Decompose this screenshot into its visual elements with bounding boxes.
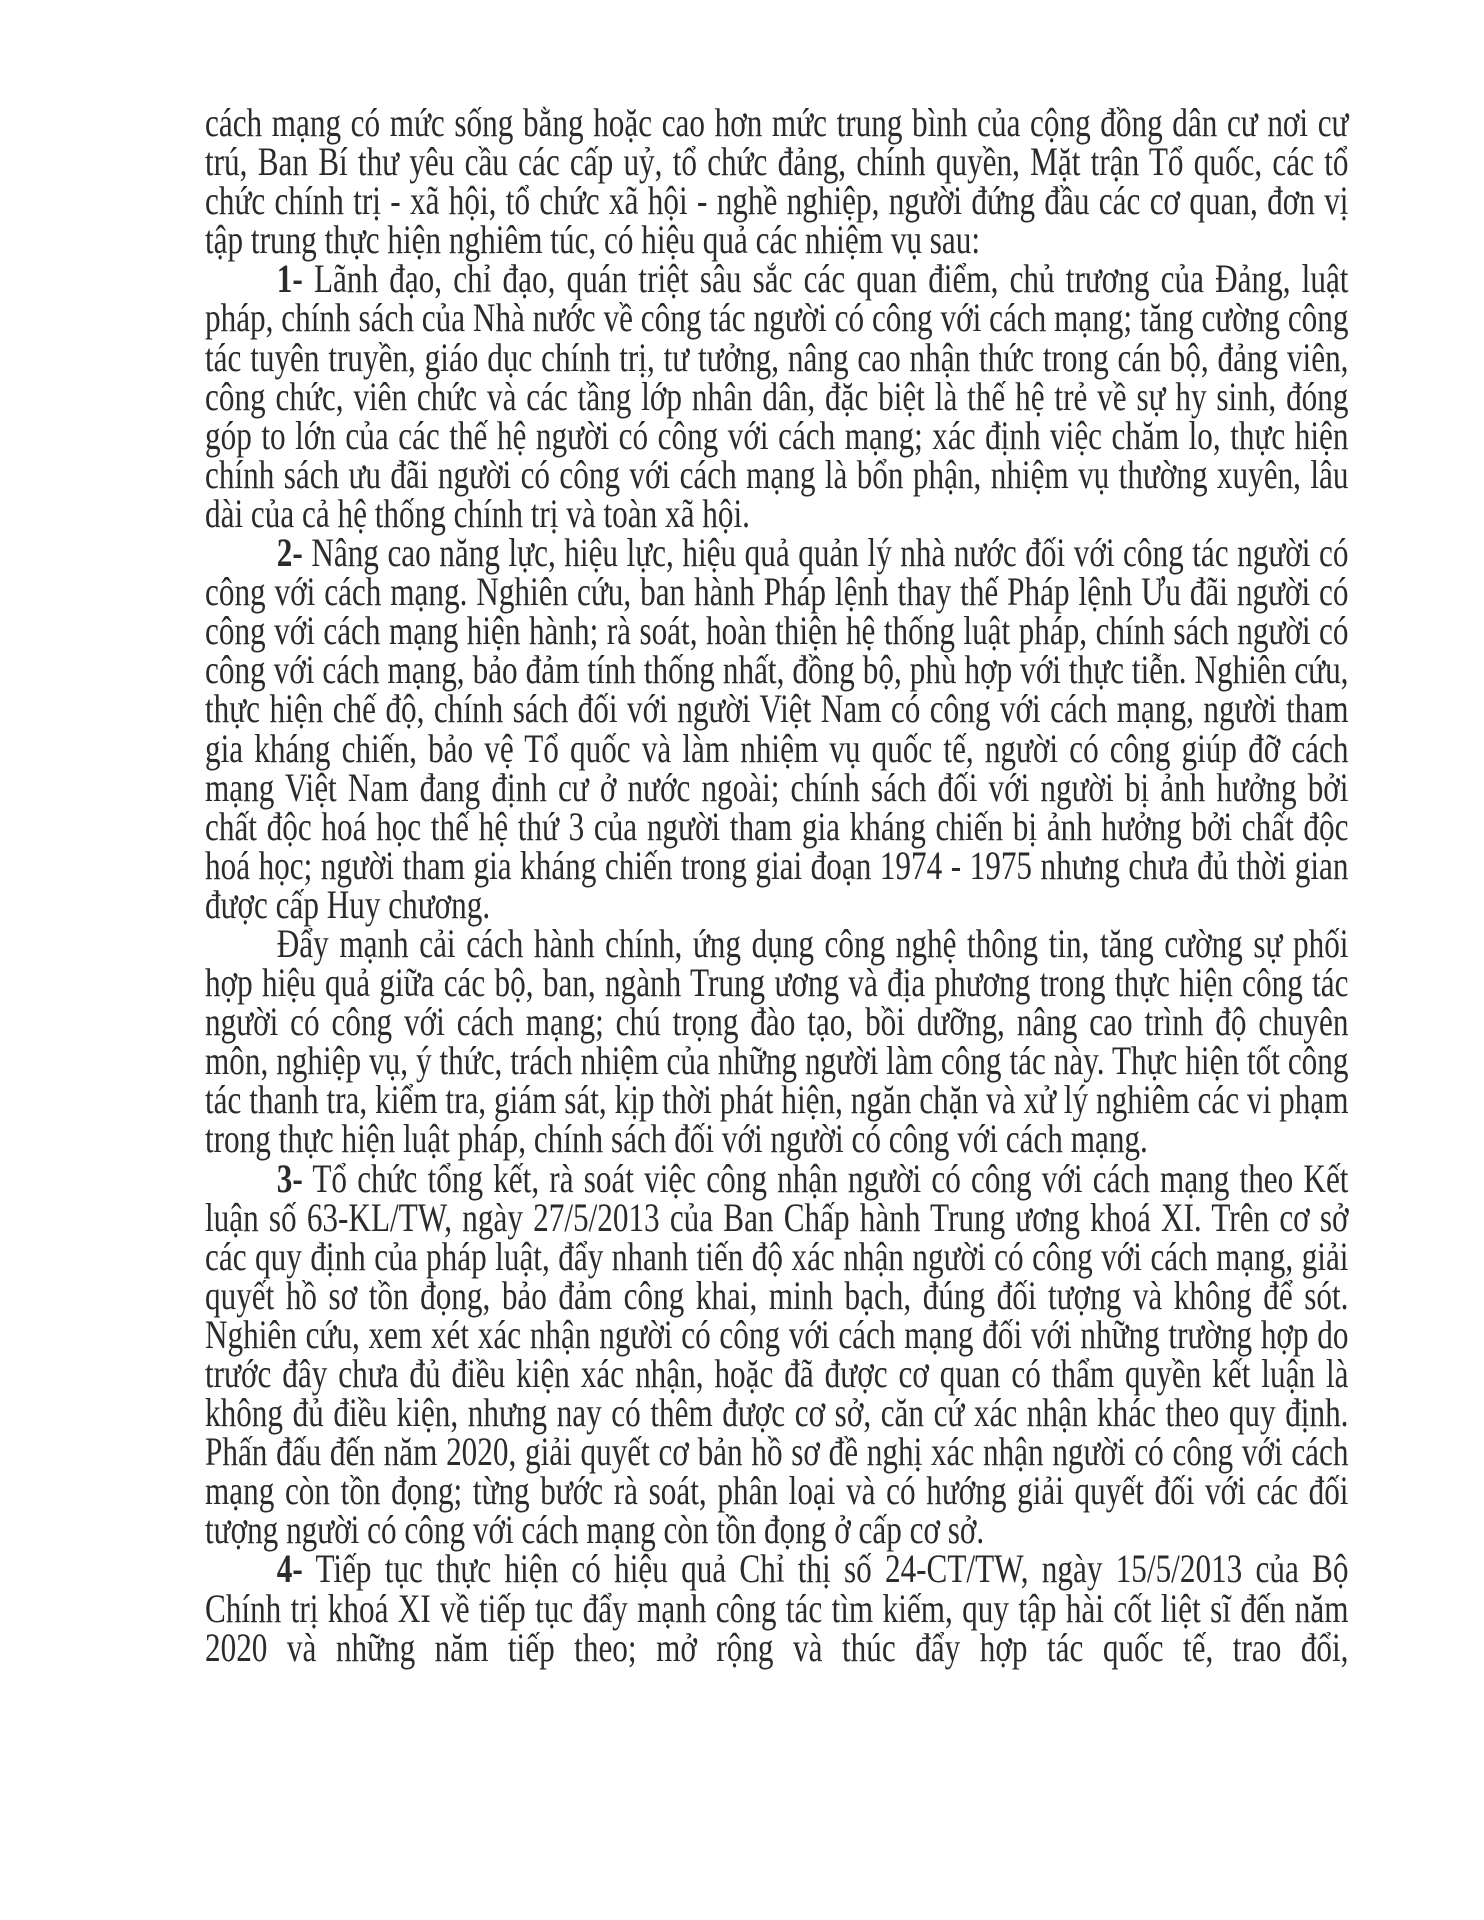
paragraph-number: 1- (276, 256, 303, 302)
paragraph-text: Lãnh đạo, chỉ đạo, quán triệt sâu sắc các quan điểm, chủ trương của Đảng, luật pháp, chính sách của Nhà nước về công tác người có công với cách mạng; tăng cường công tác tuyên truyền, giáo dục chính trị, tư tưởng, nâng cao nhận thức trong cán bộ, đảng viên, công chức, viên chức và các tầng lớp nhân dân, đặc biệt là thế hệ trẻ về sự hy sinh, đóng góp to lớn của các thế hệ người có công với cách mạng; xác định việc chăm lo, thực hiện chính sách ưu đãi người có công với cách mạng là bổn phận, nhiệm vụ thường xuyên, lâu dài của cả hệ thống chính trị và toàn xã hội. (205, 256, 1349, 536)
paragraph (205, 920, 1349, 1162)
paragraph (205, 1155, 1349, 1553)
paragraph (205, 100, 1349, 263)
paragraph (205, 530, 1349, 927)
paragraph-number: 2- (276, 530, 303, 576)
document-body (205, 100, 1349, 1670)
paragraph-number: 3- (276, 1155, 303, 1201)
paragraph (205, 256, 1349, 536)
paragraph-text: Nâng cao năng lực, hiệu lực, hiệu quả quản lý nhà nước đối với công tác người có công với cách mạng. Nghiên cứu, ban hành Pháp lệnh thay thế Pháp lệnh Ưu đãi người có công với cách mạng hiện hành; rà soát, hoàn thiện hệ thống luật pháp, chính sách người có công với cách mạng, bảo đảm tính thống nhất, đồng bộ, phù hợp với thực tiễn. Nghiên cứu, thực hiện chế độ, chính sách đối với người Việt Nam có công với cách mạng, người tham gia kháng chiến, bảo vệ Tổ quốc và làm nhiệm vụ quốc tế, người có công giúp đỡ cách mạng Việt Nam đang định cư ở nước ngoài; chính sách đối với người bị ảnh hưởng bởi chất độc hoá học thế hệ thứ 3 của người tham gia kháng chiến bị ảnh hưởng bởi chất độc hoá học; người tham gia kháng chiến trong giai đoạn 1974 - 1975 nhưng chưa đủ thời gian được cấp Huy chương. (205, 530, 1349, 927)
paragraph-text: Tiếp tục thực hiện có hiệu quả Chỉ thị số 24-CT/TW, ngày 15/5/2013 của Bộ Chính trị khoá XI về tiếp tục đẩy mạnh công tác tìm kiếm, quy tập hài cốt liệt sĩ đến năm 2020 và những năm tiếp theo; mở rộng và thúc đẩy hợp tác quốc tế, trao đổi, (205, 1546, 1349, 1670)
paragraph-number: 4- (276, 1546, 303, 1592)
paragraph-text: cách mạng có mức sống bằng hoặc cao hơn mức trung bình của cộng đồng dân cư nơi cư trú, Ban Bí thư yêu cầu các cấp uỷ, tổ chức đảng, chính quyền, Mặt trận Tổ quốc, các tổ chức chính trị - xã hội, tổ chức xã hội - nghề nghiệp, người đứng đầu các cơ quan, đơn vị tập trung thực hiện nghiêm túc, có hiệu quả các nhiệm vụ sau: (205, 100, 1349, 263)
paragraph (205, 1546, 1349, 1670)
paragraph-text: Đẩy mạnh cải cách hành chính, ứng dụng công nghệ thông tin, tăng cường sự phối hợp hiệu quả giữa các bộ, ban, ngành Trung ương và địa phương trong thực hiện công tác người có công với cách mạng; chú trọng đào tạo, bồi dưỡng, nâng cao trình độ chuyên môn, nghiệp vụ, ý thức, trách nhiệm của những người làm công tác này. Thực hiện tốt công tác thanh tra, kiểm tra, giám sát, kịp thời phát hiện, ngăn chặn và xử lý nghiêm các vi phạm trong thực hiện luật pháp, chính sách đối với người có công với cách mạng. (205, 920, 1349, 1162)
paragraph-text: Tổ chức tổng kết, rà soát việc công nhận người có công với cách mạng theo Kết luận số 63-KL/TW, ngày 27/5/2013 của Ban Chấp hành Trung ương khoá XI. Trên cơ sở các quy định của pháp luật, đẩy nhanh tiến độ xác nhận người có công với cách mạng, giải quyết hồ sơ tồn đọng, bảo đảm công khai, minh bạch, đúng đối tượng và không để sót. Nghiên cứu, xem xét xác nhận người có công với cách mạng đối với những trường hợp do trước đây chưa đủ điều kiện xác nhận, hoặc đã được cơ quan có thẩm quyền kết luận là không đủ điều kiện, nhưng nay có thêm được cơ sở, căn cứ xác nhận khác theo quy định. Phấn đấu đến năm 2020, giải quyết cơ bản hồ sơ đề nghị xác nhận người có công với cách mạng còn tồn đọng; từng bước rà soát, phân loại và có hướng giải quyết đối với các đối tượng người có công với cách mạng còn tồn đọng ở cấp cơ sở. (205, 1155, 1349, 1553)
